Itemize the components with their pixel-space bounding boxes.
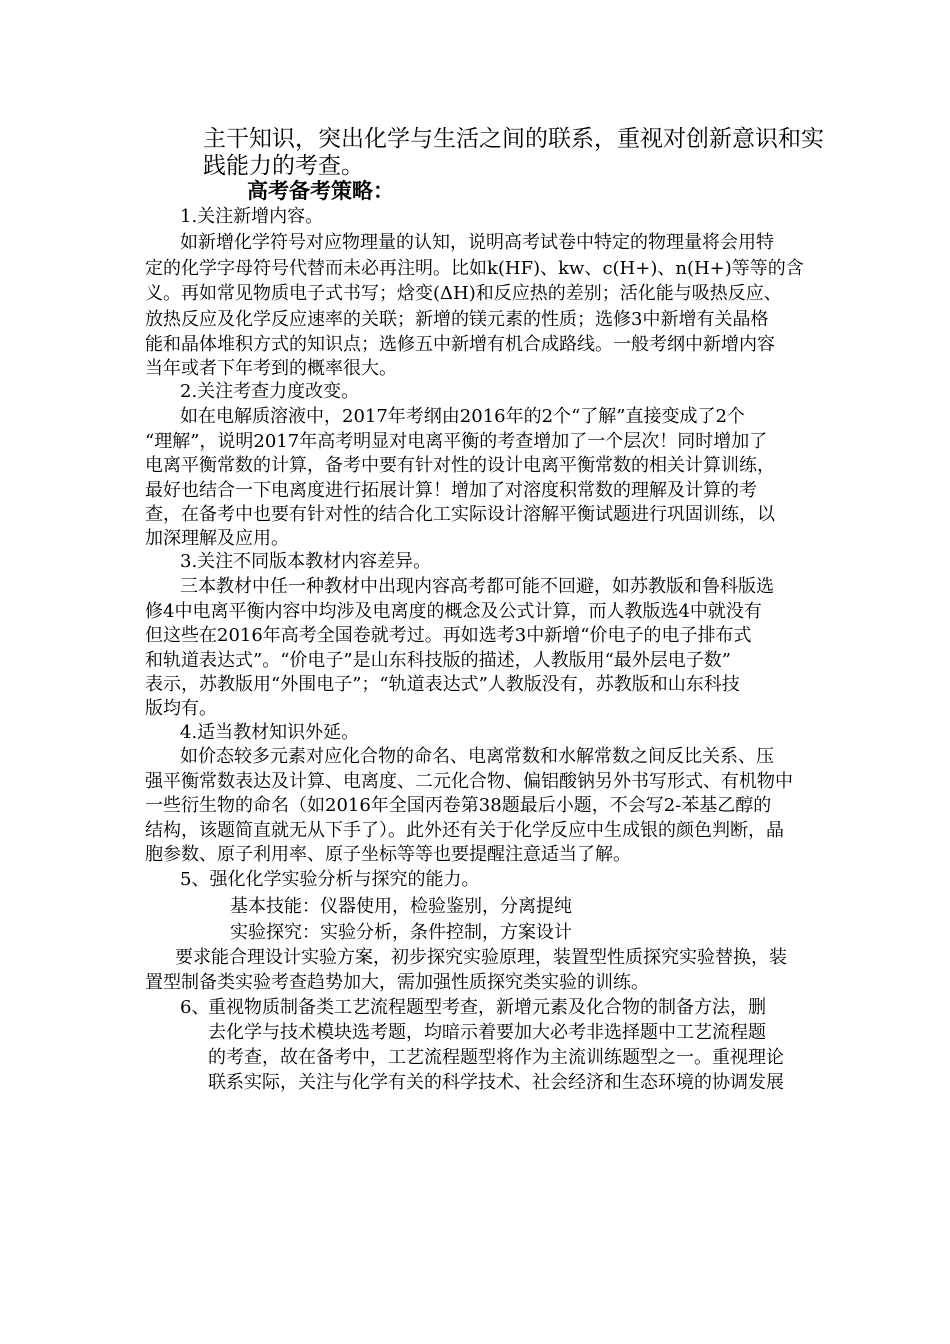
section-heading: 高考备考策略： [247,178,394,203]
paragraph-line: 结构，该题简直就无从下手了）。此外还有关于化学反应中生成银的颜色判断，晶 [145,820,784,841]
paragraph-line: 置型制备类实验考查趋势加大，需加强性质探究类实验的训练。 [145,972,649,993]
paragraph-line: 定的化学字母符号代替而未必再注明。比如k(HF)、kw、c(H+)、n(H+)等等的含 [145,258,804,279]
paragraph-line: 电离平衡常数的计算，备考中要有针对性的设计电离平衡常数的相关计算训练， [145,455,775,476]
paragraph-line: 最好也结合一下电离度进行拓展计算！增加了对溶度积常数的理解及计算的考 [145,480,757,501]
paragraph-line: 能和晶体堆积方式的知识点；选修五中新增有机合成路线。一般考纲中新增内容 [145,334,775,355]
paragraph-line: 胞参数、原子利用率、原子坐标等等也要提醒注意适当了解。 [145,844,631,865]
paragraph-line: 去化学与技术模块选考题，均暗示着要加大必考非选择题中工艺流程题 [208,1022,766,1043]
paragraph-line: 的考查，故在备考中，工艺流程题型将作为主流训练题型之一。重视理论 [208,1047,784,1068]
paragraph-line: 三本教材中任一种教材中出现内容高考都可能不回避，如苏教版和鲁科版选 [180,576,774,597]
paragraph-line: 加深理解及应用。 [145,528,289,549]
paragraph-line: 查，在备考中也要有针对性的结合化工实际设计溶解平衡试题进行巩固训练，以 [145,504,775,525]
paragraph-line: 放热反应及化学反应速率的关联；新增的镁元素的性质；选修3中新增有关晶格 [145,309,769,330]
paragraph-line: 当年或者下年考到的概率很大。 [145,358,397,379]
paragraph-line: 如新增化学符号对应物理量的认知，说明高考试卷中特定的物理量将会用特 [180,232,774,253]
section-number: 6、 [180,997,210,1018]
paragraph-line: 义。再如常见物质电子式书写；焓变(ΔH)和反应热的差别；活化能与吸热反应、 [145,283,782,304]
paragraph-line: 重视物质制备类工艺流程题型考查，新增元素及化合物的制备方法，删 [208,997,766,1018]
section-title: 5、强化化学实验分析与探究的能力。 [180,869,480,890]
paragraph-line: 要求能合理设计实验方案，初步探究实验原理，装置型性质探究实验替换，装 [175,947,787,968]
paragraph-line: 强平衡常数表达及计算、电离度、二元化合物、偏铝酸钠另外书写形式、有机物中 [145,771,793,792]
paragraph-line: 和轨道表达式”。“价电子”是山东科技版的描述，人教版用“最外层电子数” [145,650,732,671]
skill-line: 基本技能：仪器使用，检验鉴别，分离提纯 [230,896,572,917]
paragraph-line: “理解”，说明2017年高考明显对电离平衡的考查增加了一个层次！同时增加了 [145,431,768,452]
section-title: 3.关注不同版本教材内容差异。 [180,551,432,572]
paragraph-line: 但这些在2016年高考全国卷就考过。再如选考3中新增“价电子的电子排布式 [145,625,752,646]
section-title: 1.关注新增内容。 [180,206,324,227]
paragraph-line: 如价态较多元素对应化合物的命名、电离常数和水解常数之间反比关系、压 [180,746,774,767]
section-title: 2.关注考查力度改变。 [180,381,360,402]
skill-line: 实验探究：实验分析，条件控制，方案设计 [230,922,572,943]
paragraph-line: 如在电解质溶液中，2017年考纲由2016年的2个“了解”直接变成了2个 [180,406,745,427]
intro-line: 主干知识，突出化学与生活之间的联系，重视对创新意识和实 [203,126,824,152]
paragraph-line: 版均有。 [145,698,217,719]
paragraph-line: 修4中电离平衡内容中均涉及电离度的概念及公式计算，而人教版选4中就没有 [145,601,762,622]
paragraph-line: 一些衍生物的命名（如2016年全国丙卷第38题最后小题，不会写2-苯基乙醇的 [145,795,772,816]
intro-line: 践能力的考查。 [203,153,364,179]
paragraph-line: 联系实际，关注与化学有关的科学技术、社会经济和生态环境的协调发展 [208,1072,784,1093]
paragraph-line: 表示，苏教版用“外围电子”；“轨道表达式”人教版没有，苏教版和山东科技 [145,674,740,695]
section-title: 4.适当教材知识外延。 [180,722,360,743]
